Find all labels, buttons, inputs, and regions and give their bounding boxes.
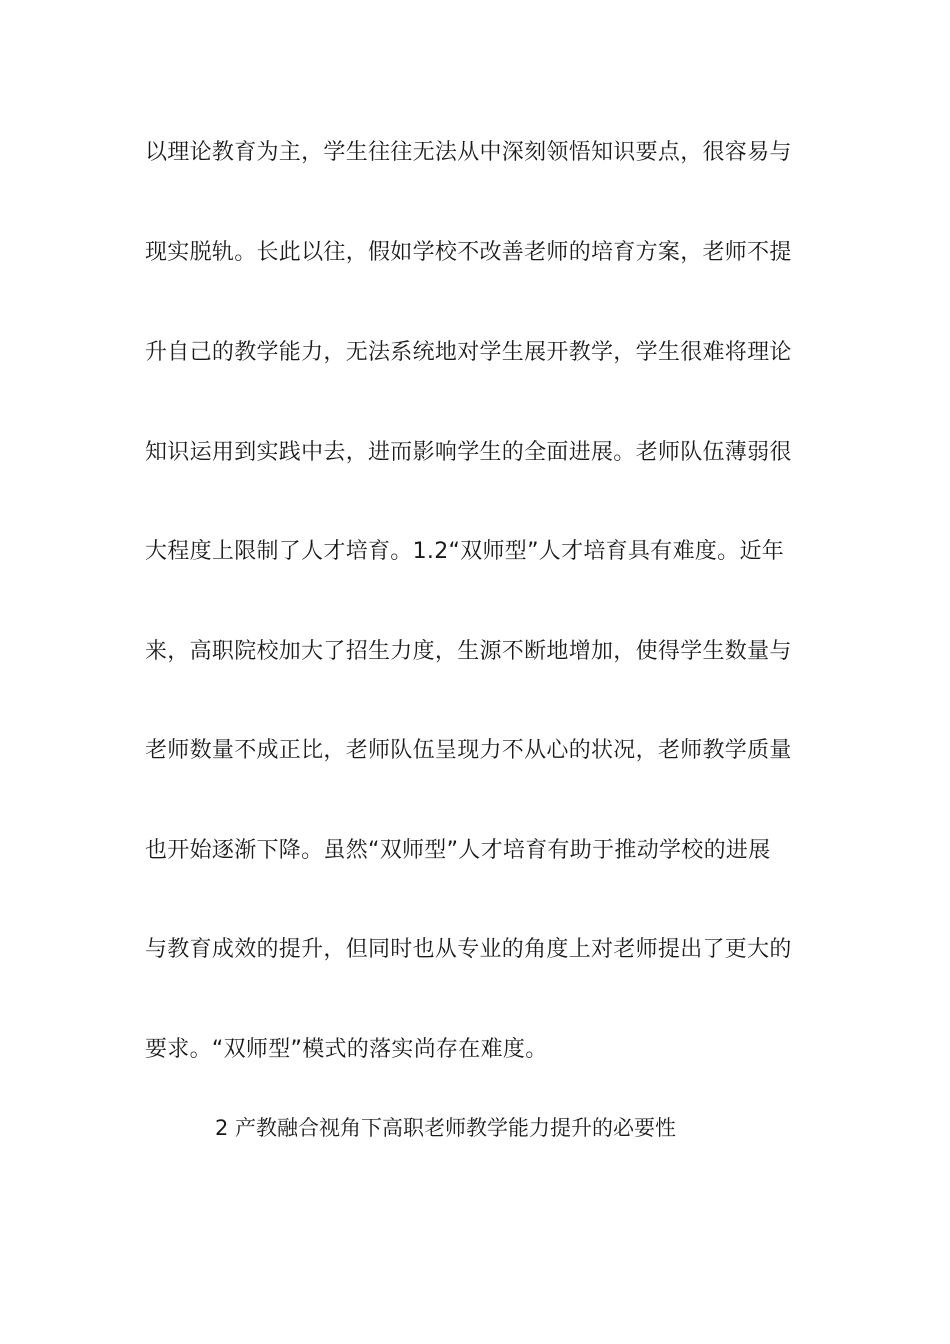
paragraph-line-2: 现实脱轨。长此以往，假如学校不改善老师的培育方案，老师不提 bbox=[145, 240, 792, 265]
paragraph-line-1: 以理论教育为主，学生往往无法从中深刻领悟知识要点，很容易与 bbox=[145, 140, 792, 165]
paragraph-line-4: 知识运用到实践中去，进而影响学生的全面进展。老师队伍薄弱很 bbox=[145, 440, 792, 465]
paragraph-line-3: 升自己的教学能力，无法系统地对学生展开教学，学生很难将理论 bbox=[145, 340, 792, 365]
paragraph-line-6: 来，高职院校加大了招生力度，生源不断地增加，使得学生数量与 bbox=[145, 639, 792, 664]
section-heading: 2 产教融合视角下高职老师教学能力提升的必要性 bbox=[215, 1116, 677, 1140]
paragraph-line-8: 也开始逐渐下降。虽然“双师型”人才培育有助于推动学校的进展 bbox=[145, 838, 771, 863]
paragraph-line-7: 老师数量不成正比，老师队伍呈现力不从心的状况，老师教学质量 bbox=[145, 738, 792, 763]
paragraph-line-5: 大程度上限制了人才培育。1.2“双师型”人才培育具有难度。近年 bbox=[145, 539, 785, 564]
paragraph-line-10: 要求。“双师型”模式的落实尚存在难度。 bbox=[145, 1037, 548, 1062]
paragraph-line-9: 与教育成效的提升，但同时也从专业的角度上对老师提出了更大的 bbox=[145, 937, 792, 962]
